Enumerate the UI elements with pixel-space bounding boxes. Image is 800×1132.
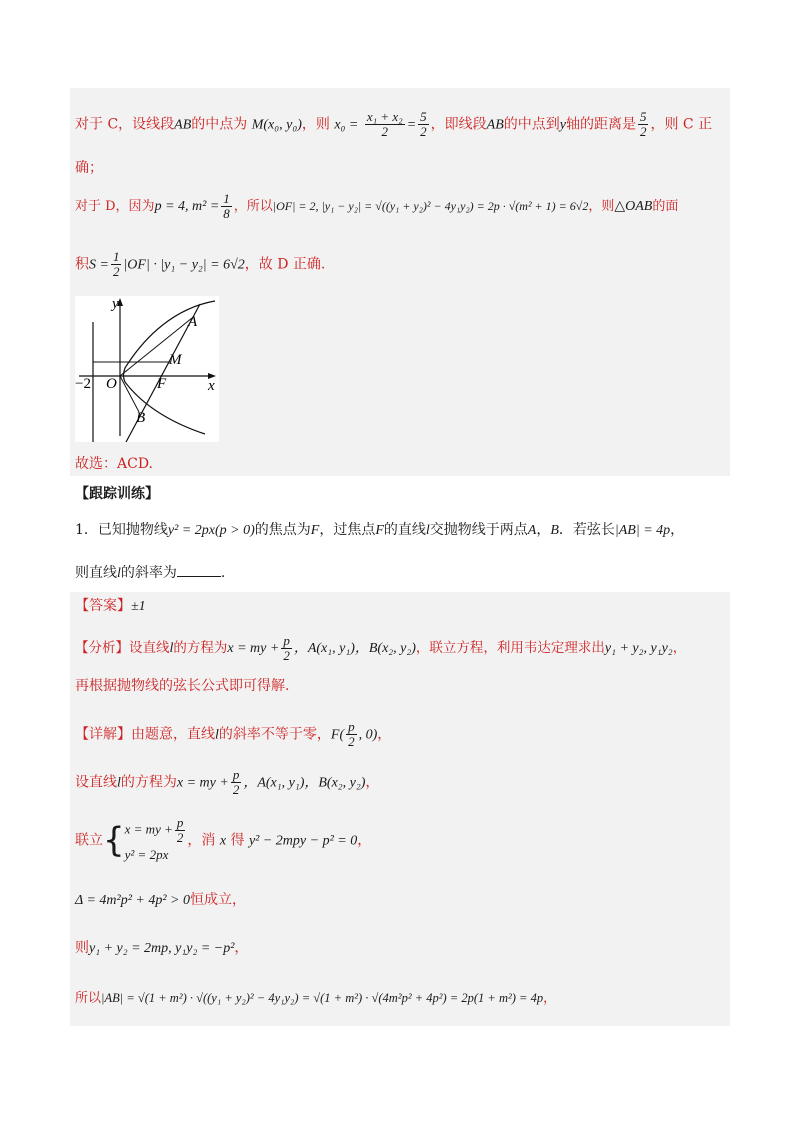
- math: l: [425, 523, 430, 538]
- math: y² = 2px: [124, 847, 169, 862]
- text: ，即线段: [430, 116, 487, 133]
- text: ，: [377, 726, 392, 743]
- numerator: 5: [420, 109, 427, 124]
- text: ，: [365, 774, 380, 791]
- text: 的中点为: [191, 116, 248, 133]
- text: 的直线: [383, 522, 426, 538]
- math: |OF| · |y₁ − y₂| = 6√2: [123, 257, 245, 273]
- text: ，: [536, 522, 551, 538]
- math: l: [117, 775, 121, 791]
- math: F(: [330, 727, 345, 743]
- solution-d-line1: [75, 192, 730, 221]
- text: ，: [672, 640, 687, 656]
- brace-icon: {: [103, 820, 125, 861]
- math: l: [215, 727, 219, 743]
- text: 积: [75, 256, 89, 273]
- math: =: [406, 117, 417, 133]
- text: 则: [75, 940, 89, 956]
- fraction: [175, 816, 186, 845]
- fraction: [221, 192, 232, 221]
- math: x = my +: [227, 641, 280, 656]
- label-a: A: [188, 314, 198, 330]
- math: AB: [486, 117, 504, 133]
- fraction: [638, 110, 649, 139]
- math: M(x₀, y₀): [251, 117, 302, 133]
- math: p = 4, m² =: [154, 199, 220, 214]
- text: ，过焦点: [319, 522, 376, 538]
- text: ，则: [301, 116, 330, 133]
- denominator: 2: [283, 648, 290, 663]
- text: 所以: [75, 991, 102, 1006]
- label-o: O: [106, 376, 117, 392]
- text: 则直线: [75, 565, 117, 581]
- answer-blank: [177, 562, 221, 577]
- math: |OF| = 2, |y₁ − y₂| = √((y₁ + y₂)² − 4y₁y₂) = 2p · √(m² + 1) = 6√2: [272, 199, 589, 213]
- analysis-line2: 再根据抛物线的弦长公式即可得解.: [75, 678, 290, 694]
- detail-system: [75, 816, 730, 864]
- text: 的中点到: [503, 116, 560, 133]
- text: 设直线: [129, 640, 170, 656]
- math: y² − 2mpy − p² = 0: [248, 833, 358, 849]
- text: ，: [357, 832, 372, 849]
- solution-c-line2: 确；: [75, 160, 103, 176]
- numerator: p: [232, 767, 240, 782]
- text: 的面: [652, 199, 679, 214]
- text: 轴的距离是: [565, 116, 636, 133]
- numerator: 1: [223, 191, 230, 206]
- text: ，: [234, 940, 249, 956]
- math: Δ = 4m²p² + 4p² > 0: [75, 893, 191, 908]
- numerator: 5: [639, 109, 647, 124]
- text: 恒成立，: [190, 892, 247, 908]
- math: A: [527, 523, 537, 538]
- math: x₀ =: [334, 117, 359, 133]
- fraction: [111, 250, 122, 279]
- numerator: p: [348, 719, 355, 734]
- fraction: [418, 110, 429, 139]
- text: .: [220, 565, 226, 581]
- math: |AB| = 4p: [614, 523, 671, 538]
- math: , 0): [358, 727, 378, 743]
- text: 联立: [75, 832, 103, 849]
- math: B: [550, 523, 559, 538]
- text: 的斜率不等于零，: [218, 726, 331, 743]
- graph-svg: [75, 296, 219, 442]
- text: ，消: [187, 832, 216, 849]
- detail-vieta: [75, 938, 730, 959]
- detail-delta: [75, 890, 730, 911]
- denominator: 2: [639, 124, 647, 139]
- text: ，联立方程，利用韦达定理求出: [415, 640, 605, 656]
- denominator: 2: [348, 734, 355, 749]
- denominator: 2: [232, 782, 240, 797]
- denominator: 8: [223, 206, 230, 221]
- math: y₁ + y₂ = 2mp, y₁y₂ = −p²: [89, 941, 235, 956]
- denominator: 2: [381, 124, 388, 139]
- fraction: [231, 768, 242, 797]
- text: 对于 C，设线段: [75, 116, 175, 133]
- math: △OAB: [614, 199, 653, 214]
- math: ，A(x₁, y₁)，B(x₂, y₂): [243, 775, 366, 791]
- text: 设直线: [75, 774, 117, 791]
- math: l: [117, 566, 121, 581]
- fraction: [365, 110, 405, 139]
- text: 由题意，直线: [131, 726, 215, 743]
- math: l: [169, 641, 174, 656]
- text: 对于 D，因为: [75, 199, 155, 214]
- math: F: [310, 523, 320, 538]
- math: y² = 2px(p > 0): [167, 523, 255, 538]
- text: ，所以: [233, 199, 273, 214]
- math: ，A(x₁, y₁)，B(x₂, y₂): [293, 641, 416, 656]
- text: ，: [543, 991, 557, 1006]
- label-f: F: [157, 376, 167, 392]
- label-b: B: [136, 410, 146, 426]
- denominator: 2: [176, 830, 184, 845]
- numerator: 1: [112, 249, 120, 264]
- analysis-line1: [75, 634, 730, 663]
- text: 的方程为: [173, 640, 228, 656]
- answer-line: [75, 596, 730, 617]
- question-line1: [75, 520, 730, 541]
- practice-header: 【跟踪训练】: [75, 486, 159, 502]
- answer-label: 【答案】: [75, 598, 131, 614]
- numerator: p: [283, 633, 290, 648]
- text: 的斜率为: [120, 565, 177, 581]
- question-line2: [75, 562, 730, 584]
- label-y: y: [112, 296, 119, 312]
- parabola-graph: [75, 296, 219, 442]
- solution-c-line1: [75, 110, 730, 139]
- detail-label: 【详解】: [75, 726, 131, 743]
- equation-system: [125, 816, 188, 865]
- math: |AB| = √(1 + m²) · √((y₁ + y₂)² − 4y₁y₂) = √(1 + m²) · √(4m²p² + 4p²) = 2p(1 + m²) = 4p: [101, 991, 544, 1005]
- text: 的方程为: [120, 774, 177, 791]
- math: x: [219, 833, 227, 849]
- text: ，则 C 正: [650, 116, 713, 133]
- text: 的焦点为: [254, 522, 311, 538]
- text: ，则: [588, 199, 615, 214]
- detail-line2: [75, 768, 730, 797]
- text: 1．已知抛物线: [75, 522, 168, 538]
- text: 得: [230, 832, 245, 849]
- math: S =: [89, 257, 109, 273]
- denominator: 2: [420, 124, 427, 139]
- denominator: 2: [112, 264, 120, 279]
- math: F: [375, 523, 384, 538]
- text: ．若弦长: [558, 522, 615, 538]
- numerator: p: [176, 815, 184, 830]
- fraction: [281, 634, 292, 663]
- detail-line1: [75, 720, 730, 749]
- answer-value: ±1: [131, 599, 146, 614]
- detail-chord: [75, 988, 730, 1009]
- label-m: M: [169, 352, 182, 368]
- answer-choice: 故选：ACD.: [75, 456, 153, 472]
- math: y₁ + y₂, y₁y₂: [604, 641, 673, 656]
- analysis-label: 【分析】: [75, 640, 129, 656]
- fraction: [346, 720, 357, 749]
- math: x = my +: [176, 775, 229, 791]
- label-neg2: −2: [75, 376, 91, 392]
- numerator: x₁ + x₂: [366, 109, 403, 124]
- text: ，: [670, 522, 685, 538]
- text: 交抛物线于两点: [429, 522, 528, 538]
- label-x: x: [208, 378, 215, 394]
- math: y: [559, 117, 566, 133]
- text: ，故 D 正确.: [244, 256, 326, 273]
- math: AB: [174, 117, 192, 133]
- solution-d-line2: [75, 250, 730, 279]
- math: x = my +: [124, 821, 173, 837]
